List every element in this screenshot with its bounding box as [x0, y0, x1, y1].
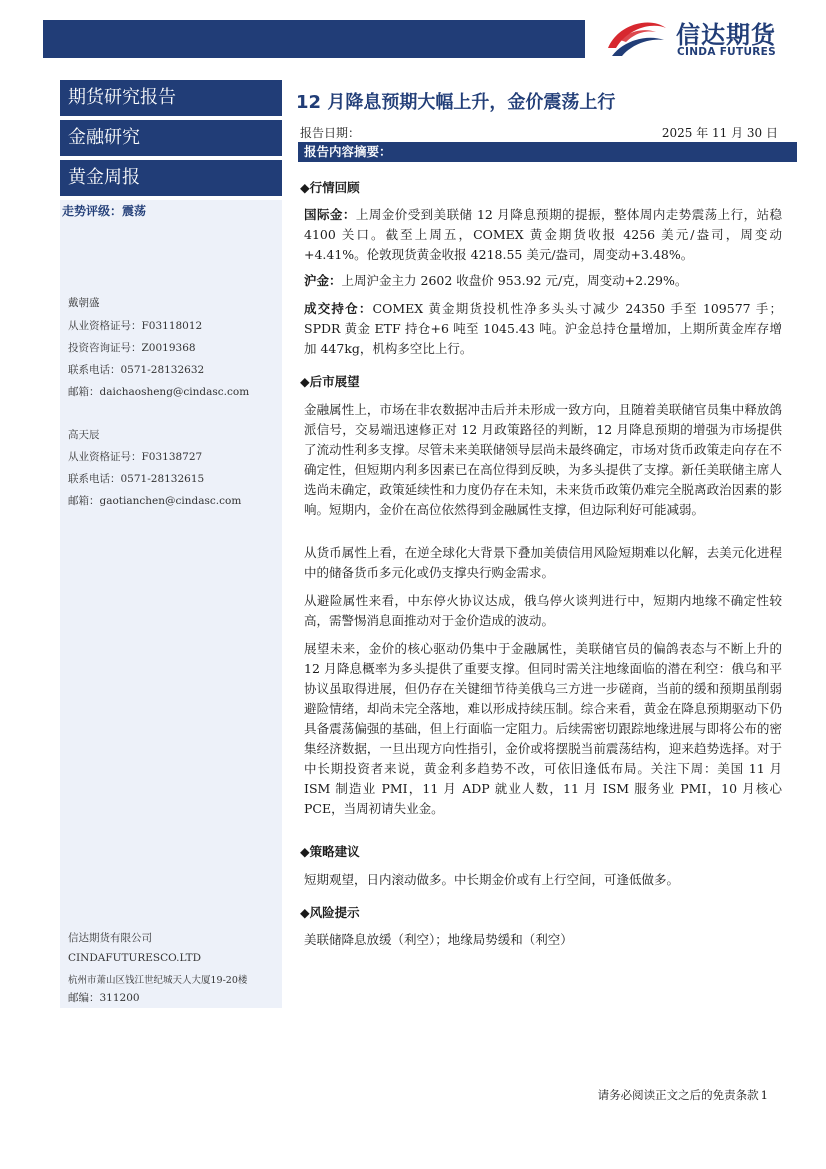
lead-international-gold: 国际金： — [304, 207, 356, 222]
footer-disclaimer-text[interactable]: 请务必阅读正文之后的免责条款 — [597, 1088, 759, 1102]
trend-rating-value: 震荡 — [122, 204, 147, 218]
analyst1-name: 戴朝盛 — [68, 297, 100, 309]
lead-positions: 成交持仓： — [304, 301, 373, 316]
top-banner — [43, 20, 585, 58]
trend-rating — [62, 202, 146, 219]
paragraph-outlook-safehaven: 从避险属性来看，中东停火协议达成，俄乌停火谈判进行中，短期内地缘不确定性较高，需警惕消息面推动对于金价造成的波动。 — [304, 593, 782, 628]
text-shanghai-gold: 上周沪金主力 2602 收盘价 953.92 元/克，周变动+2.29%。 — [341, 273, 688, 288]
paragraph-international-gold — [304, 205, 782, 265]
paragraph-outlook-future: 展望未来，金价的核心驱动仍集中于金融属性，美联储官员的偏鸽表态与不断上升的 12 月降息概率为多头提供了重要支撑。但同时需关注地缘面临的潜在利空：俄乌和平协议虽取得进展，但仍存在关键细节待美俄乌三方进一步磋商，当前的缓和预期虽削弱避险情绪，却尚未完全落地，难以形成持续压制。综合来看，黄金在降息预期驱动下仍具备震荡偏强的基础，但上行面临一定阻力。后续需密切跟踪地缘进展与即将公布的密集经济数据，一旦出现方向性指引，金价或将摆脱当前震荡结构，迎来趋势选择。对于中长期投资者来说，黄金利多趋势不改，可依旧逢低布局。关注下周：美国 11 月 ISM 制造业 PMI，11 月 ADP 就业人数，11 月 ISM 服务业 PMI，10 月核心 PCE，当周初请失业金。 — [304, 641, 782, 816]
paragraph-risk: 美联储降息放缓（利空）；地缘局势缓和（利空） — [304, 932, 573, 947]
footer-disclaimer — [598, 1087, 768, 1103]
report-date-value: 2025 年 11 月 30 日 — [661, 126, 778, 140]
company-name: 信达期货有限公司 — [68, 932, 152, 944]
analyst2-qualification: 从业资格证号：F03138727 — [68, 451, 203, 463]
section-risk: ◆风险提示 — [300, 905, 360, 920]
report-date-label: 报告日期： — [300, 126, 361, 140]
section-strategy: ◆策略建议 — [300, 844, 360, 859]
company-address: 杭州市萧山区钱江世纪城天人大厦19-20楼 — [68, 975, 248, 986]
analyst1-email[interactable]: 邮箱：daichaosheng@cindasc.com — [68, 386, 250, 398]
category-futures-report: 期货研究报告 — [60, 80, 282, 116]
paragraph-strategy: 短期观望，日内滚动做多。中长期金价或有上行空间，可逢低做多。 — [304, 872, 680, 887]
trend-rating-label: 走势评级： — [62, 204, 123, 218]
analyst1-phone: 联系电话：0571-28132632 — [68, 364, 205, 376]
analyst2-name: 高天辰 — [68, 429, 100, 441]
category-financial-research: 金融研究 — [60, 120, 282, 156]
cinda-swoosh-icon — [606, 14, 668, 60]
company-postcode: 邮编：311200 — [68, 992, 140, 1004]
paragraph-outlook-financial: 金融属性上，市场在非农数据冲击后并未形成一致方向，且随着美联储官员集中释放鸽派信号，交易端迅速修正对 12 月政策路径的判断，12 月降息预期的增强为市场提供了流动性利多支撑。尽管未来美联储领导层尚未最终确定，市场对货币政策走向存在不确定性，但短期内利多因素已在高位得到反映，为多头提供了支撑。新任美联储主席人选尚未确定，政策延续性和力度仍存在未知，未来货币政策仍难完全脱离政治因素的影响。短期内，金价在高位依然得到金融属性支撑，但边际利好可能减弱。 — [304, 402, 782, 517]
analyst2-phone: 联系电话：0571-28132615 — [68, 473, 205, 485]
section-outlook: ◆后市展望 — [300, 374, 360, 389]
sidebar — [60, 80, 282, 1008]
text-international-gold: 上周金价受到美联储 12 月降息预期的提振，整体周内走势震荡上行，站稳 4100 关口。截至上周五，COMEX 黄金期货收报 4256 美元/盎司，周变动+4.41%。伦敦现货黄金收报 4218.55 美元/盎司，周变动+3.48%。 — [304, 207, 782, 262]
cinda-logo — [606, 14, 786, 64]
sidebar-info-panel — [60, 200, 282, 1008]
paragraph-positions — [304, 299, 782, 359]
logo-cn-text: 信达期货 — [676, 21, 776, 49]
analyst1-qualification: 从业资格证号：F03118012 — [68, 320, 203, 332]
report-headline: 12 月降息预期大幅上升，金价震荡上行 — [296, 92, 616, 113]
page-number: 1 — [760, 1088, 768, 1102]
paragraph-shanghai-gold — [304, 271, 782, 291]
category-gold-weekly: 黄金周报 — [60, 160, 282, 196]
analyst2-email[interactable]: 邮箱：gaotianchen@cindasc.com — [68, 495, 242, 507]
lead-shanghai-gold: 沪金： — [304, 273, 342, 288]
company-website: CINDAFUTURESCO.LTD — [68, 952, 202, 964]
logo-en-text: CINDA FUTURES — [677, 46, 777, 58]
paragraph-outlook-monetary: 从货币属性上看，在逆全球化大背景下叠加美债信用风险短期难以化解，去美元化进程中的储备货币多元化或仍支撑央行购金需求。 — [304, 545, 782, 580]
analyst1-consulting: 投资咨询证号：Z0019368 — [68, 342, 196, 354]
abstract-title-bar: 报告内容摘要： — [298, 142, 797, 162]
text-positions: COMEX 黄金期货投机性净多头头寸减少 24350 手至 109577 手；SPDR 黄金 ETF 持仓+6 吨至 1045.43 吨。沪金总持仓量增加，上期所黄金库存增加 447kg，机构多空比上行。 — [304, 301, 782, 356]
section-market-review: ◆行情回顾 — [300, 180, 360, 195]
